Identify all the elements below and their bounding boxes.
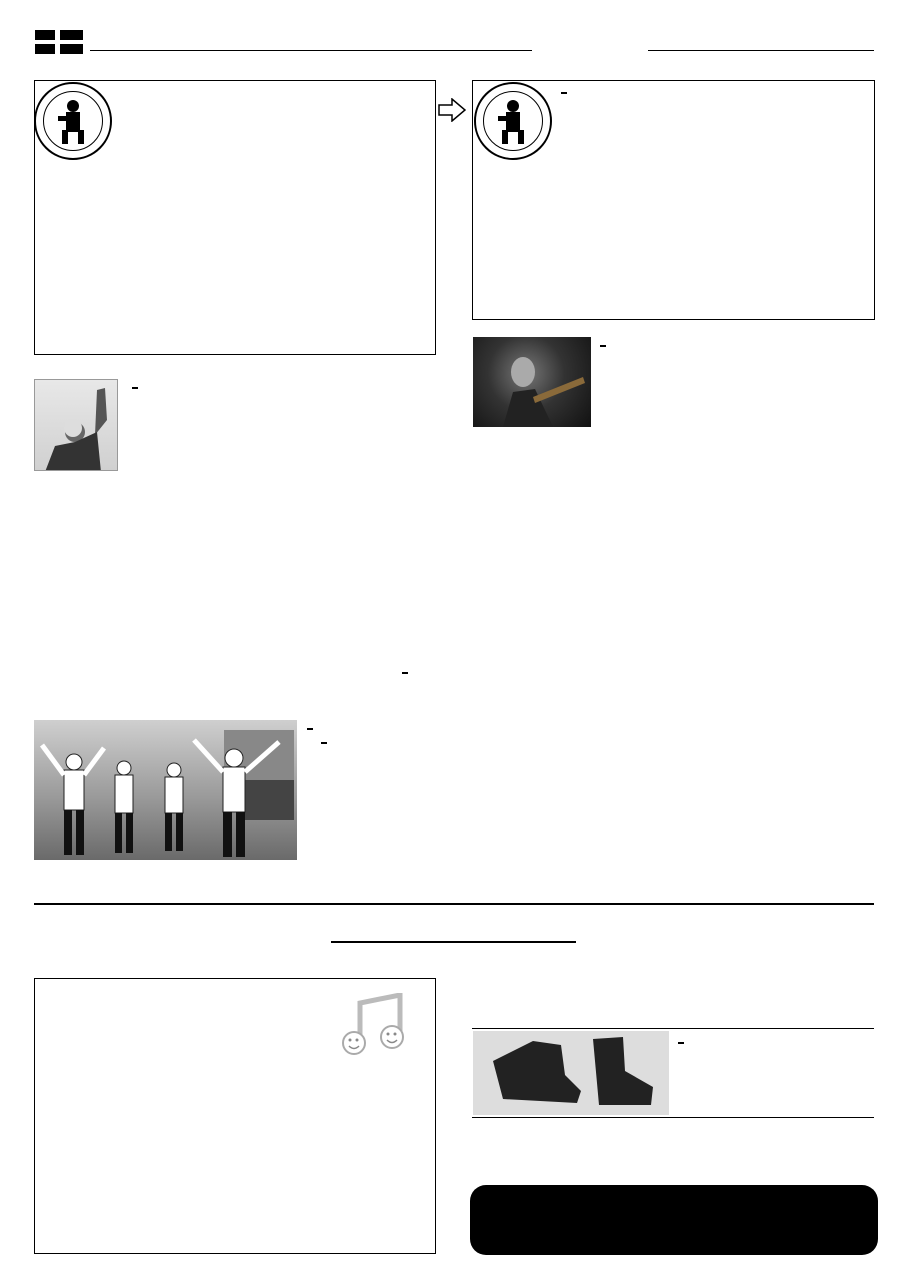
header-rule: [90, 50, 532, 51]
folk-badge: [307, 728, 313, 730]
bodmin-listing-head: [561, 84, 871, 114]
morris-photo: [34, 720, 297, 860]
rob-barratt-photo: [34, 379, 118, 471]
folk-badge: [402, 672, 408, 674]
folk-badge: [132, 387, 138, 389]
music-note-icon: [340, 993, 410, 1065]
bodmin-folk-club-logo: [34, 82, 112, 160]
header-rule-right: [648, 50, 874, 51]
section-rule: [34, 903, 874, 905]
arrow-right-icon: [438, 98, 466, 122]
bodmin-folk-club-logo-small: [474, 82, 552, 160]
morris-head: [307, 720, 313, 735]
folk-badge: [600, 345, 606, 347]
sarah-mcquaid-photo: [473, 337, 591, 427]
west-country-underline: [331, 941, 576, 943]
rob-head: [125, 379, 138, 394]
folklife-banner[interactable]: [470, 1185, 878, 1255]
devon-rule-bottom: [472, 1117, 874, 1118]
folk-badge: [678, 1042, 684, 1044]
devon-rule-top: [472, 1028, 874, 1029]
cornish-flag-icon: [35, 30, 83, 54]
folk-badge: [561, 92, 567, 94]
sarah-head: [600, 337, 606, 352]
dancing-boots-icon: [473, 1031, 669, 1115]
morris-body: [307, 734, 874, 749]
devon-heading: [548, 980, 558, 1002]
devon-folk-info: [678, 1034, 874, 1053]
rob-contact: [34, 664, 408, 679]
folk-badge: [321, 742, 327, 744]
